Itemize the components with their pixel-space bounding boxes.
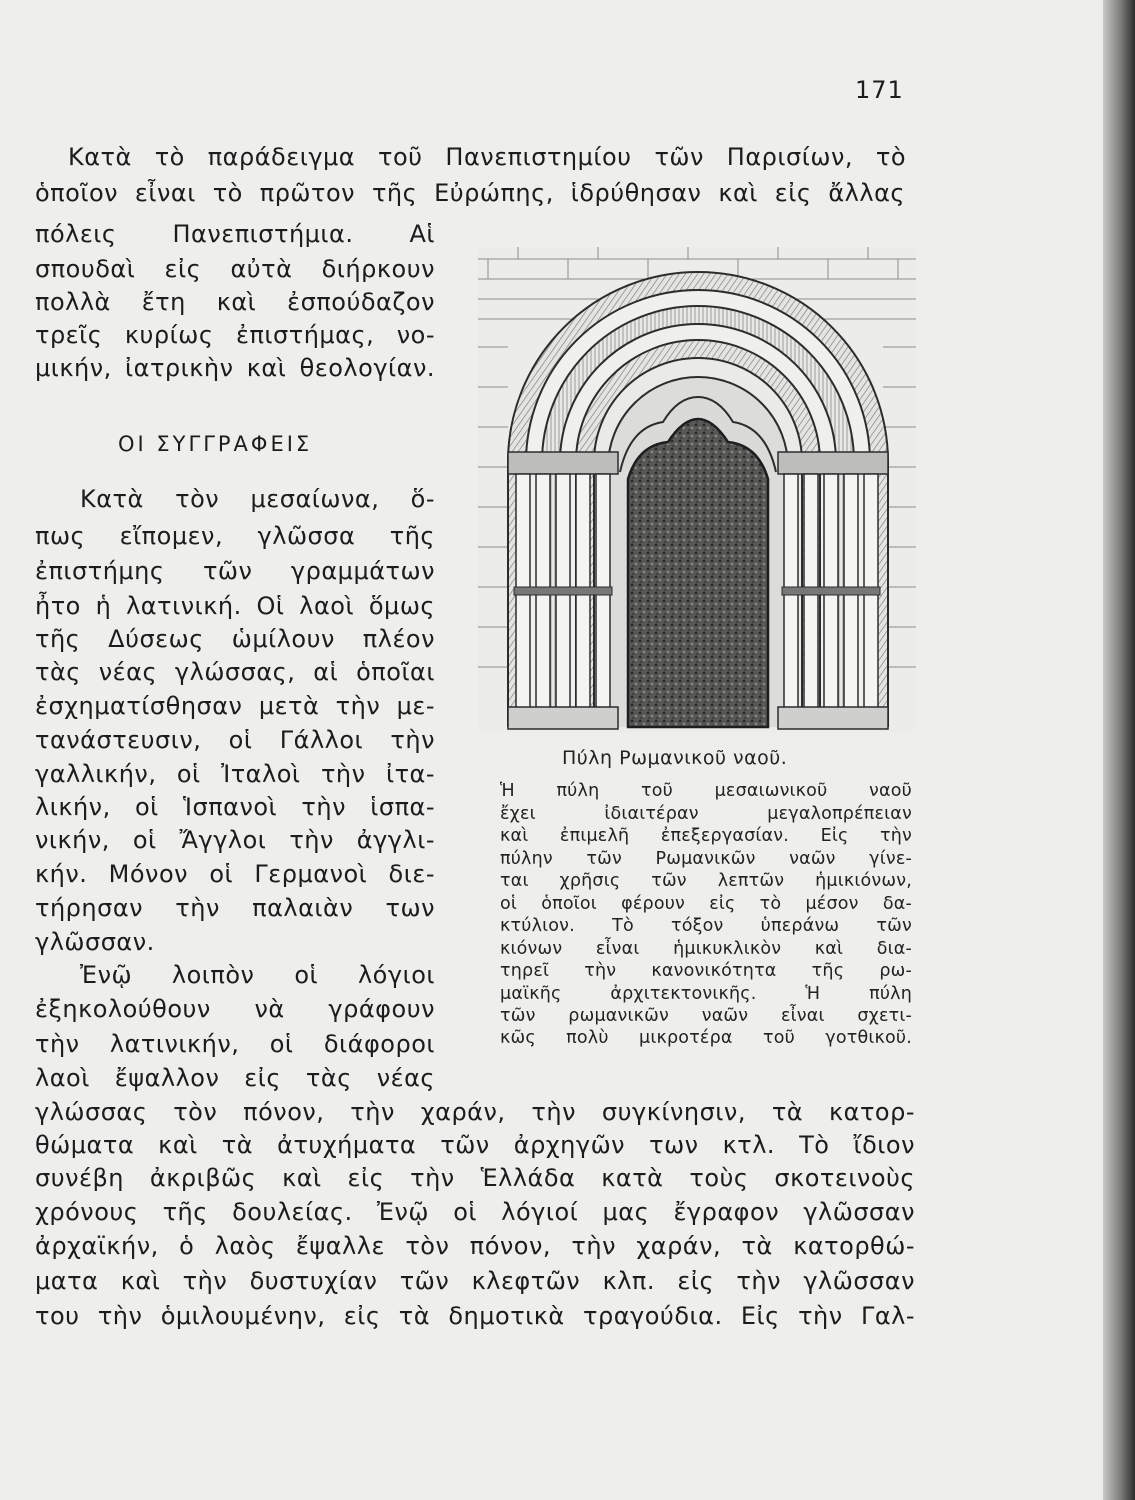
section-heading: ΟΙ ΣΥΓΓΡΑΦΕΙΣ xyxy=(118,432,313,456)
romanesque-portal-engraving xyxy=(478,247,916,732)
book-gutter-edge xyxy=(1103,0,1135,1500)
text-line: του τὴν ὁμιλουμένην, εἰς τὰ δημοτικὰ τραγούδια. Εἰς τὴν Γαλ- xyxy=(35,1302,915,1330)
caption-line: μαϊκῆς ἀρχιτεκτονικῆς. Ἡ πύλη xyxy=(500,984,912,1004)
text-line: τρεῖς κυρίως ἐπιστήμας, νο- xyxy=(35,321,435,349)
text-line: Κατὰ τὸ παράδειγμα τοῦ Πανεπιστημίου τῶν Παρισίων, τὸ xyxy=(68,143,906,171)
text-line: ἐπιστήμης τῶν γραμμάτων xyxy=(35,557,435,585)
figure-caption-title: Πύλη Ρωμανικοῦ ναοῦ. xyxy=(562,747,788,769)
text-line: ὁποῖον εἶναι τὸ πρῶτον τῆς Εὐρώπης, ἱδρύθησαν καὶ εἰς ἄλλας xyxy=(35,179,905,207)
text-line: σπουδαὶ εἰς αὐτὰ διήρκουν xyxy=(35,255,435,283)
text-line: τῆς Δύσεως ὡμίλουν πλέον xyxy=(35,625,435,653)
text-line: ἀρχαϊκήν, ὁ λαὸς ἔψαλλε τὸν πόνον, τὴν χαράν, τὰ κατορθώ- xyxy=(35,1232,915,1260)
text-line: πολλὰ ἔτη καὶ ἐσπούδαζον xyxy=(35,288,435,316)
text-line: πόλεις Πανεπιστήμια. Αἱ xyxy=(35,220,435,248)
text-line: γλώσσας τὸν πόνον, τὴν χαράν, τὴν συγκίνησιν, τὰ κατορ- xyxy=(35,1098,915,1126)
text-line: ματα καὶ τὴν δυστυχίαν τῶν κλεφτῶν κλπ. εἰς τὴν γλῶσσαν xyxy=(35,1267,915,1295)
text-line: γαλλικήν, οἱ Ἰταλοὶ τὴν ἰτα- xyxy=(35,760,435,788)
caption-line: κῶς πολὺ μικροτέρα τοῦ γοτθικοῦ. xyxy=(500,1028,912,1048)
text-line: λικήν, οἱ Ἱσπανοὶ τὴν ἱσπα- xyxy=(35,793,435,821)
text-line: κήν. Μόνον οἱ Γερμανοὶ διε- xyxy=(35,860,435,888)
caption-line: ἔχει ἰδιαιτέραν μεγαλοπρέπειαν xyxy=(500,804,912,824)
caption-line: πύλην τῶν Ρωμανικῶν ναῶν γίνε- xyxy=(500,849,912,869)
text-line: ἐξηκολούθουν νὰ γράφουν xyxy=(35,995,435,1023)
text-line: Ἐνῷ λοιπὸν οἱ λόγιοι xyxy=(80,961,435,989)
text-line: νικήν, οἱ Ἄγγλοι τὴν ἀγγλι- xyxy=(35,826,435,854)
text-line: τανάστευσιν, οἱ Γάλλοι τὴν xyxy=(35,726,435,754)
text-line: ἐσχηματίσθησαν μετὰ τὴν με- xyxy=(35,692,435,720)
page-number: 171 xyxy=(855,76,904,104)
caption-line: τηρεῖ τὴν κανονικότητα τῆς ρω- xyxy=(500,961,912,981)
caption-line: κτύλιον. Τὸ τόξον ὑπεράνω τῶν xyxy=(500,916,912,936)
caption-line: τῶν ρωμανικῶν ναῶν εἶναι σχετι- xyxy=(500,1006,912,1026)
text-line: χρόνους τῆς δουλείας. Ἐνῷ οἱ λόγιοί μας ἔγραφον γλῶσσαν xyxy=(35,1198,915,1226)
caption-line: οἱ ὁποῖοι φέρουν εἰς τὸ μέσον δα- xyxy=(500,894,912,914)
text-line: ἦτο ἡ λατινική. Οἱ λαοὶ ὅμως xyxy=(35,592,435,620)
text-line: πως εἴπομεν, γλῶσσα τῆς xyxy=(35,522,435,550)
text-line: τὴν λατινικήν, οἱ διάφοροι xyxy=(35,1030,435,1058)
text-line: γλῶσσαν. xyxy=(35,928,155,956)
text-line: μικήν, ἰατρικὴν καὶ θεολογίαν. xyxy=(35,354,435,382)
caption-line: Ἡ πύλη τοῦ μεσαιωνικοῦ ναοῦ xyxy=(500,781,912,801)
text-line: συνέβη ἀκριβῶς καὶ εἰς τὴν Ἑλλάδα κατὰ τοὺς σκοτεινοὺς xyxy=(35,1164,915,1192)
text-line: τήρησαν τὴν παλαιὰν των xyxy=(35,894,435,922)
caption-line: καὶ ἐπιμελῆ ἐπεξεργασίαν. Εἰς τὴν xyxy=(500,826,912,846)
text-line: Κατὰ τὸν μεσαίωνα, ὅ- xyxy=(80,485,435,513)
text-line: θώματα καὶ τὰ ἀτυχήματα τῶν ἀρχηγῶν των κτλ. Τὸ ἴδιον xyxy=(35,1131,915,1159)
caption-line: ται χρῆσις τῶν λεπτῶν ἡμικιόνων, xyxy=(500,871,912,891)
caption-line: κιόνων εἶναι ἡμικυκλικὸν καὶ δια- xyxy=(500,939,912,959)
text-line: λαοὶ ἔψαλλον εἰς τὰς νέας xyxy=(35,1064,435,1092)
text-line: τὰς νέας γλώσσας, αἱ ὁποῖαι xyxy=(35,658,435,686)
